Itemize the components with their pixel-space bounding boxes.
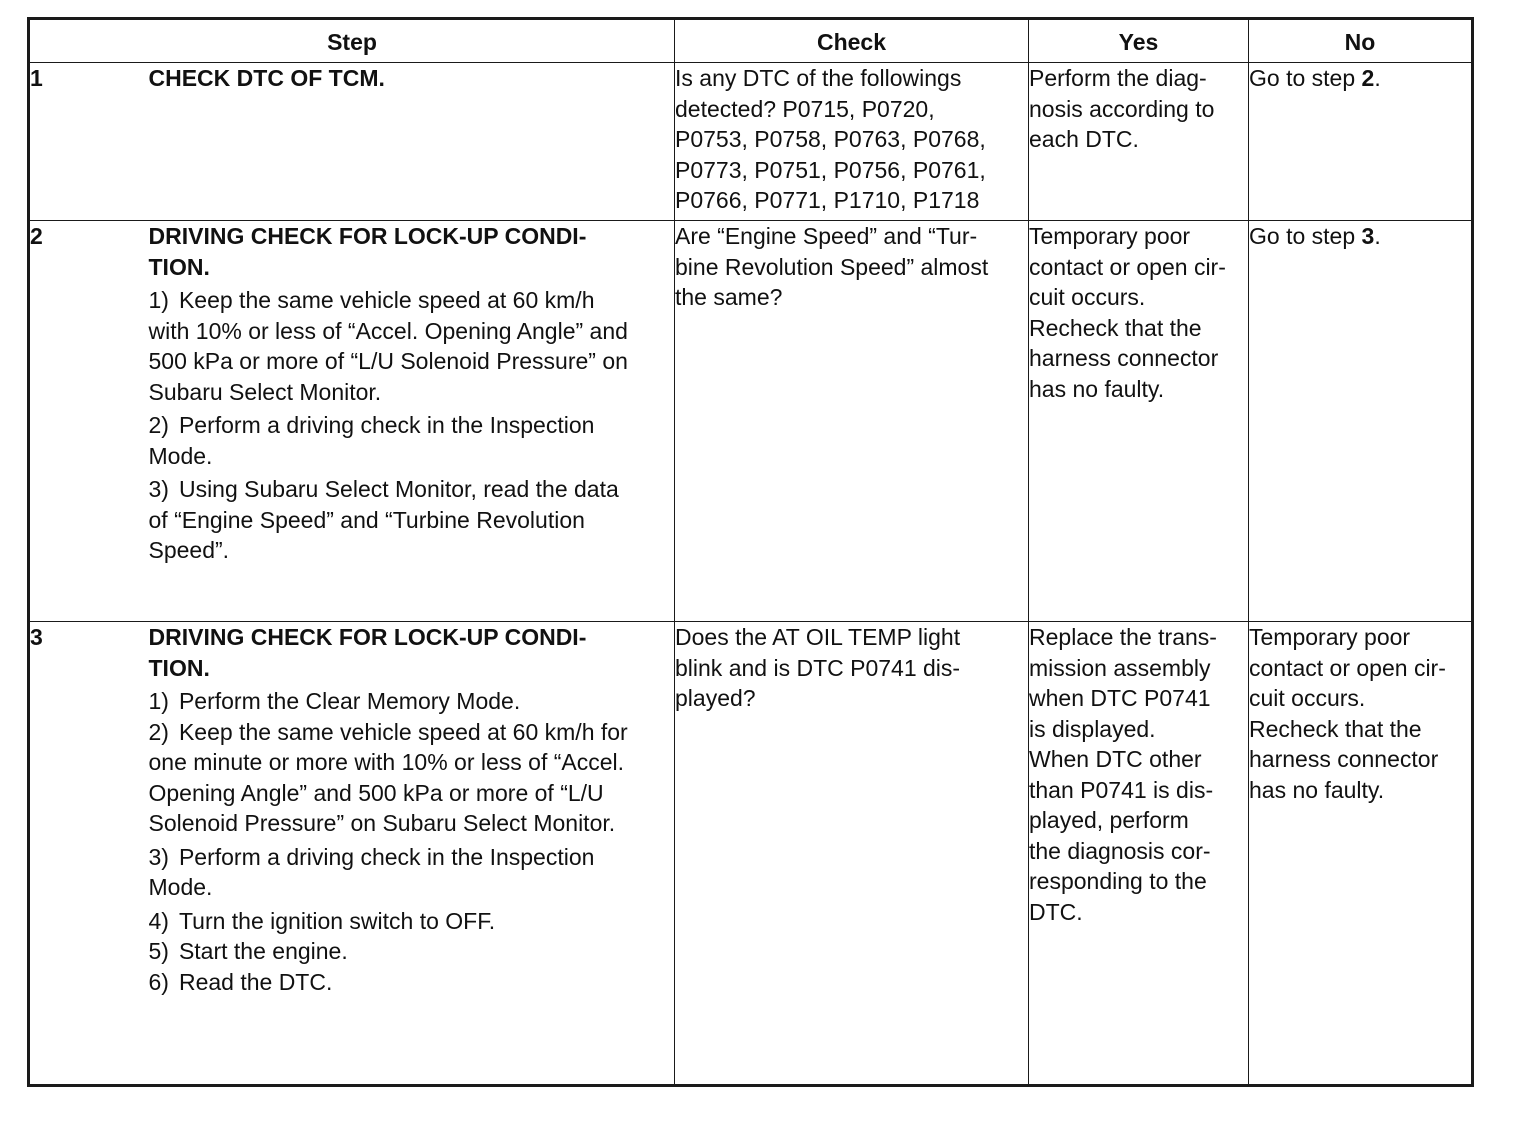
yes-text: cuit occurs. [1029,284,1146,310]
substep-number: 5) [148,938,169,964]
step-title: DRIVING CHECK FOR LOCK-UP CONDI- [148,223,587,249]
no-cell [1249,221,1473,622]
table-row [29,221,1473,622]
no-text: Go to step [1249,65,1362,91]
step-cell [149,622,675,1086]
substep-text: Subaru Select Monitor. [148,378,382,405]
no-text: Go to step [1249,223,1362,249]
header-no: No [1249,19,1473,63]
no-text: Recheck that the [1249,715,1422,742]
check-text: P0773, P0751, P0756, P0761, [675,156,986,183]
header-row [29,19,1473,63]
substep-number: 1) [148,287,169,313]
no-text: has no faulty. [1249,776,1385,803]
substep-text: Keep the same vehicle speed at 60 km/h [178,287,595,313]
check-text: bine Revolution Speed” almost [675,253,989,280]
substep-text: with 10% or less of “Accel. Opening Angle” and [148,317,628,344]
check-cell [675,622,1029,1086]
yes-text: When DTC other [1029,746,1202,772]
no-text: contact or open cir- [1249,654,1446,681]
substep [149,967,675,998]
diagnostic-table [27,17,1474,1087]
no-cell [1249,622,1473,1086]
step-cell [149,63,675,221]
step-reference: 3 [1361,223,1375,249]
check-text: the same? [675,284,783,310]
step-reference: 2 [1361,65,1375,91]
substep-text: Perform a driving check in the Inspection [178,412,595,438]
substep-text: Opening Angle” and 500 kPa or more of “L/U [148,779,604,806]
check-text: P0766, P0771, P1710, P1718 [675,187,980,213]
substep-text: of “Engine Speed” and “Turbine Revolution [148,506,585,533]
step-title: TION. [148,253,210,280]
substep [149,842,675,903]
yes-text: responding to the [1029,868,1207,894]
substep [149,285,675,407]
substep-number: 3) [148,843,169,870]
substep [149,474,675,566]
substep-number: 2) [148,718,169,745]
check-text: detected? P0715, P0720, [675,95,935,122]
yes-text: harness connector [1029,345,1219,371]
yes-text: Recheck that the [1029,314,1202,341]
substep-number: 4) [148,907,169,934]
substep-text: Mode. [148,442,213,469]
yes-text: Temporary poor [1029,223,1191,249]
header-check: Check [675,19,1029,63]
check-text: Does the AT OIL TEMP light [675,624,961,650]
no-cell [1249,63,1473,221]
substep-text: 500 kPa or more of “L/U Solenoid Pressure” on [148,348,628,374]
yes-text: each DTC. [1029,126,1139,152]
check-text: played? [675,685,756,711]
yes-text: has no faulty. [1029,375,1165,402]
yes-text: nosis according to [1029,95,1215,122]
yes-cell [1029,622,1249,1086]
yes-text: than P0741 is dis- [1029,776,1214,803]
header-step: Step [29,19,675,63]
substep [149,936,675,967]
step-title: CHECK DTC OF TCM. [148,65,385,91]
substep-text: Start the engine. [178,938,348,964]
yes-text: mission assembly [1029,654,1211,681]
no-text: cuit occurs. [1249,685,1366,711]
check-text: Are “Engine Speed” and “Tur- [675,223,978,249]
substep [149,906,675,937]
yes-text: the diagnosis cor- [1029,837,1211,864]
substep-text: Solenoid Pressure” on Subaru Select Monitor. [148,810,616,836]
substep-text: Speed”. [148,537,230,563]
yes-cell [1029,221,1249,622]
step-number: 1 [29,63,149,221]
no-text-suffix: . [1374,65,1381,91]
yes-text: Replace the trans- [1029,624,1217,650]
yes-text: contact or open cir- [1029,253,1226,280]
yes-text: is displayed. [1029,715,1156,742]
check-cell [675,63,1029,221]
substep-text: Using Subaru Select Monitor, read the data [178,476,619,502]
yes-text: played, perform [1029,807,1189,833]
check-cell [675,221,1029,622]
substep [149,410,675,471]
step-cell [149,221,675,622]
yes-text: Perform the diag- [1029,65,1207,91]
no-text: Temporary poor [1249,624,1411,650]
check-text: P0753, P0758, P0763, P0768, [675,126,986,152]
step-title: TION. [148,654,210,681]
yes-cell [1029,63,1249,221]
check-text: Is any DTC of the followings [675,65,962,91]
header-yes: Yes [1029,19,1249,63]
substep-number: 1) [148,688,169,714]
step-number: 3 [29,622,149,1086]
substep-text: Read the DTC. [178,968,333,995]
yes-text: DTC. [1029,898,1083,925]
substep-number: 2) [148,412,169,438]
step-number: 2 [29,221,149,622]
yes-text: when DTC P0741 [1029,685,1211,711]
substep-text: Turn the ignition switch to OFF. [178,907,496,934]
check-text: blink and is DTC P0741 dis- [675,654,961,681]
no-text: harness connector [1249,746,1439,772]
substep-text: Perform a driving check in the Inspection [178,843,595,870]
substep [149,717,675,839]
substep [149,686,675,717]
substep-text: Keep the same vehicle speed at 60 km/h for [178,718,628,745]
no-text-suffix: . [1374,223,1381,249]
table-row [29,622,1473,1086]
substep-number: 3) [148,476,169,502]
substep-number: 6) [148,968,169,995]
substep-text: Mode. [148,874,213,900]
substep-text: one minute or more with 10% or less of “Accel. [148,749,625,775]
substep-text: Perform the Clear Memory Mode. [178,688,521,714]
table-row [29,63,1473,221]
step-title: DRIVING CHECK FOR LOCK-UP CONDI- [148,624,587,650]
